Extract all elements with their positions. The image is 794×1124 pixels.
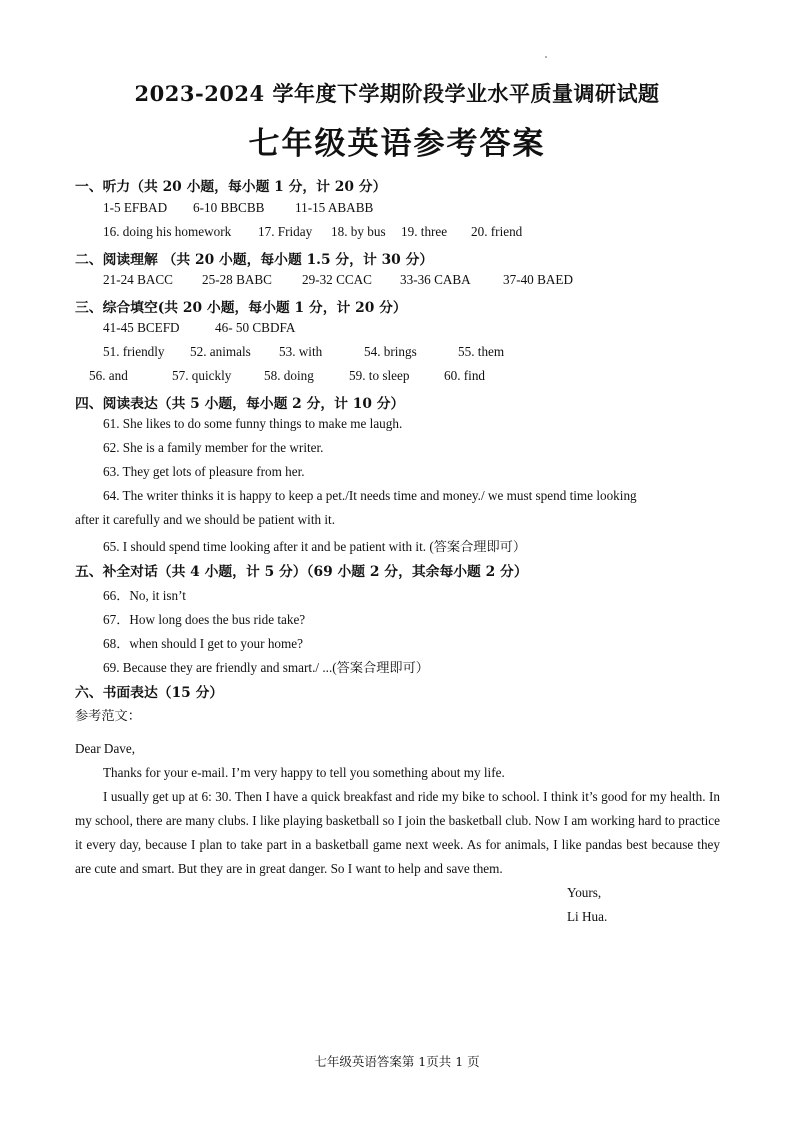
- letter-closing: Yours,: [567, 885, 602, 900]
- scan-speck: [545, 56, 547, 58]
- letter-paragraph: I usually get up at 6: 30. Then I have a quick breakfast and ride my bike to school. I think it’s good for my health. In my school, there are many clubs. I like playing basketball so I join the basketball club. Now I am working hard to practice it every day, because I plan to take part in a basketball game next week. As for animals, I like pandas best because they are cute and smart. But they are in great danger. So I want to help and save them.: [75, 789, 720, 876]
- sample-essay-label: 参考范文：: [75, 708, 141, 723]
- page-footer: 七年级英语答案第 1页共 1 页: [314, 1054, 480, 1069]
- answer-item: 53. with: [279, 344, 323, 359]
- section-heading-listening: 一、听力（共 20 小题，每小题 1 分，计 20 分）: [75, 179, 387, 195]
- answer-item: 41-45 BCEFD: [103, 320, 180, 335]
- answer-item: 57. quickly: [172, 368, 232, 383]
- answer-item: 37-40 BAED: [503, 272, 573, 287]
- answer-item: 56. and: [89, 368, 128, 383]
- answer-item: 54. brings: [364, 344, 417, 359]
- answer-item: 18. by bus: [331, 224, 386, 239]
- answer-item: 19. three: [401, 224, 448, 239]
- section-heading-reading: 二、阅读理解 （共 20 小题，每小题 1.5 分，计 30 分）: [75, 252, 434, 268]
- answer-line: after it carefully and we should be patient with it.: [75, 512, 336, 527]
- answer-item: 33-36 CABA: [400, 272, 471, 287]
- answer-item: 25-28 BABC: [202, 272, 272, 287]
- answer-item: 29-32 CCAC: [302, 272, 372, 287]
- answer-item: 52. animals: [190, 344, 251, 359]
- answer-item: 11-15 ABABB: [295, 200, 374, 215]
- section-heading-dialogue: 五、补全对话（共 4 小题，计 5 分）（69 小题 2 分，其余每小题 2 分）: [75, 564, 528, 580]
- answer-item: 59. to sleep: [349, 368, 410, 383]
- section-heading-cloze: 三、综合填空(共 20 小题，每小题 1 分，计 20 分）: [75, 300, 407, 316]
- answer-line: 61. She likes to do some funny things to make me laugh.: [103, 416, 403, 431]
- answer-line: 69. Because they are friendly and smart./ ...(答案合理即可）: [103, 660, 429, 675]
- answer-item: 6-10 BBCBB: [193, 200, 265, 215]
- answer-item: 16. doing his homework: [103, 224, 232, 239]
- section-heading-writing: 六、书面表达（15 分）: [75, 685, 224, 701]
- section-heading-expression: 四、阅读表达（共 5 小题，每小题 2 分，计 10 分）: [75, 396, 405, 412]
- answer-item: 51. friendly: [103, 344, 165, 359]
- answer-item: 20. friend: [471, 224, 523, 239]
- answer-line: 65. I should spend time looking after it and be patient with it. (答案合理即可）: [103, 539, 527, 554]
- answer-line: 68．when should I get to your home?: [103, 636, 303, 651]
- answer-item: 1-5 EFBAD: [103, 200, 168, 215]
- exam-title: 2023-2024 学年度下学期阶段学业水平质量调研试题: [134, 81, 660, 106]
- answer-line: 64. The writer thinks it is happy to keep a pet./It needs time and money./ we must spend time looking: [103, 488, 637, 503]
- letter-greeting: Dear Dave,: [75, 741, 136, 756]
- answer-line: 62. She is a family member for the writer.: [103, 440, 324, 455]
- letter-paragraph: Thanks for your e-mail. I’m very happy to tell you something about my life.: [103, 765, 505, 780]
- page-title: 七年级英语参考答案: [248, 126, 546, 162]
- answer-item: 21-24 BACC: [103, 272, 173, 287]
- answer-item: 55. them: [458, 344, 505, 359]
- answer-item: 58. doing: [264, 368, 314, 383]
- letter-signature: Li Hua.: [567, 909, 608, 924]
- answer-item: 60. find: [444, 368, 486, 383]
- answer-line: 63. They get lots of pleasure from her.: [103, 464, 305, 479]
- answer-line: 67．How long does the bus ride take?: [103, 612, 306, 627]
- answer-line: 66．No, it isn’t: [103, 588, 186, 603]
- answer-item: 17. Friday: [258, 224, 313, 239]
- answer-item: 46- 50 CBDFA: [215, 320, 296, 335]
